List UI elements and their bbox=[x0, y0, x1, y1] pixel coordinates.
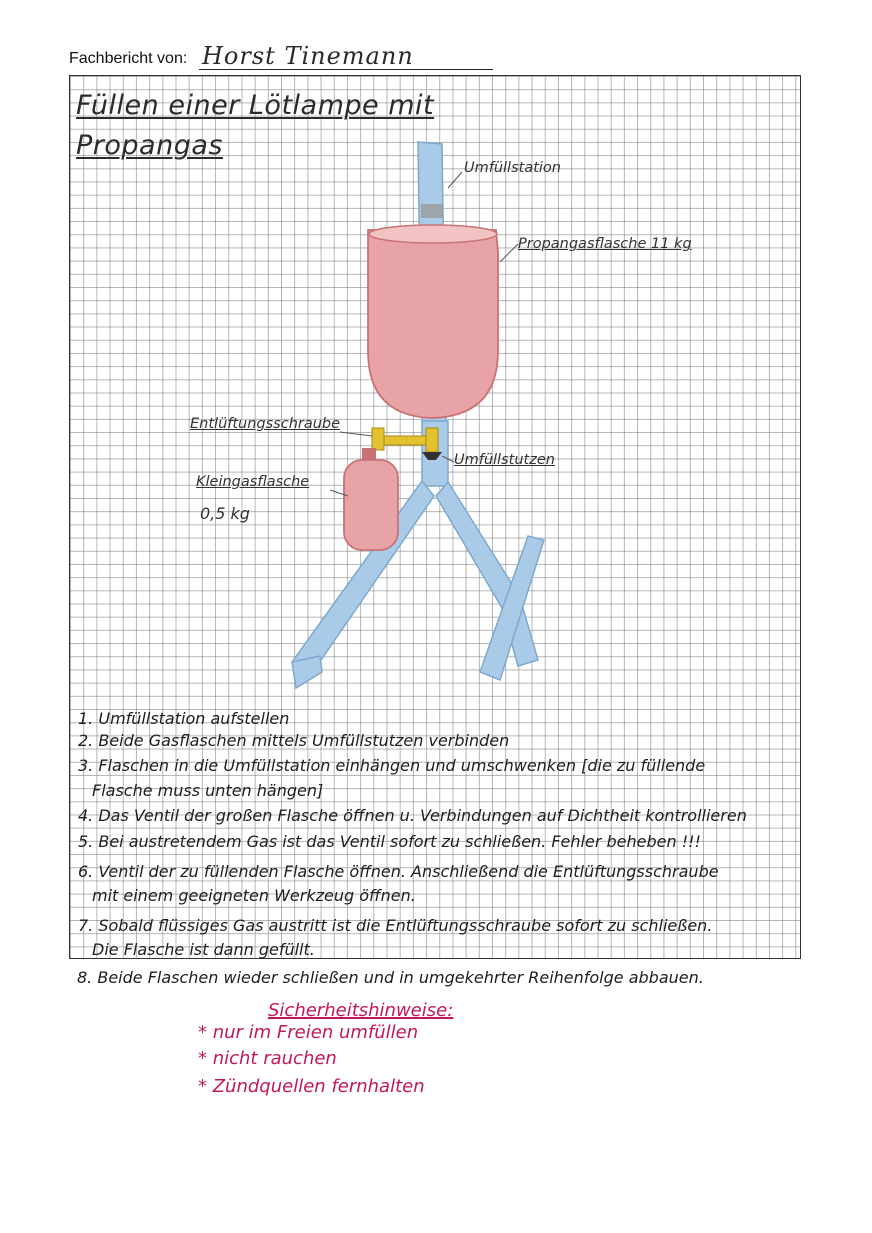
station-foot-left bbox=[292, 656, 322, 688]
station-clamp bbox=[421, 204, 443, 218]
step-line: mit einem geeigneten Werkzeug öffnen. bbox=[92, 886, 416, 905]
label-small-bottle: Kleingasflasche bbox=[196, 474, 310, 490]
propane-bottle-collar bbox=[369, 225, 497, 243]
step-line: Flasche muss unten hängen] bbox=[92, 781, 324, 800]
report-title-line-2: Propangas bbox=[76, 130, 223, 161]
step-line: 7. Sobald flüssiges Gas austritt ist die Entlüftungsschraube sofort zu schließen. bbox=[78, 916, 713, 935]
propane-bottle-body bbox=[368, 230, 498, 418]
connector-pipe bbox=[378, 436, 430, 445]
step-line: 5. Bei austretendem Gas ist das Ventil sofort zu schließen. Fehler beheben !!! bbox=[78, 832, 701, 851]
safety-item: * Zündquellen fernhalten bbox=[198, 1076, 425, 1097]
label-small-bottle-weight: 0,5 kg bbox=[200, 504, 250, 523]
step-line: 4. Das Ventil der großen Flasche öffnen u. Verbindungen auf Dichtheit kontrollieren bbox=[78, 806, 747, 825]
leader-station bbox=[448, 172, 462, 188]
step-line-8: 8. Beide Flaschen wieder schließen und in umgekehrter Reihenfolge abbauen. bbox=[77, 968, 704, 987]
vent-screw bbox=[372, 428, 384, 450]
author-name: Horst Tinemann bbox=[202, 42, 414, 70]
grid-paper-sheet bbox=[69, 75, 801, 959]
safety-title: Sicherheitshinweise: bbox=[268, 1000, 454, 1021]
step-line: Die Flasche ist dann gefüllt. bbox=[92, 940, 315, 959]
label-big-bottle: Propangasflasche 11 kg bbox=[518, 236, 692, 252]
step-line: 3. Flaschen in die Umfüllstation einhängen und umschwenken [die zu füllende bbox=[78, 756, 706, 775]
safety-item: * nicht rauchen bbox=[198, 1048, 337, 1069]
step-line: 1. Umfüllstation aufstellen bbox=[78, 709, 290, 728]
report-title-line-1: Füllen einer Lötlampe mit bbox=[76, 90, 435, 121]
main-valve bbox=[426, 428, 438, 452]
label-nozzle: Umfüllstutzen bbox=[454, 452, 555, 468]
safety-item: * nur im Freien umfüllen bbox=[198, 1022, 419, 1043]
leader-big-bottle bbox=[500, 244, 518, 262]
name-underline bbox=[199, 69, 493, 70]
report-header bbox=[69, 44, 494, 72]
label-station: Umfüllstation bbox=[464, 160, 561, 176]
refill-station-drawing bbox=[70, 76, 802, 960]
header-label: Fachbericht von: bbox=[69, 50, 188, 67]
leader-vent-screw bbox=[340, 432, 372, 436]
step-line: 6. Ventil der zu füllenden Flasche öffnen. Anschließend die Entlüftungsschraube bbox=[78, 862, 719, 881]
label-vent-screw: Entlüftungsschraube bbox=[190, 416, 341, 432]
step-line: 2. Beide Gasflaschen mittels Umfüllstutzen verbinden bbox=[78, 731, 510, 750]
small-bottle-neck bbox=[362, 448, 376, 460]
small-bottle-body bbox=[344, 460, 398, 550]
